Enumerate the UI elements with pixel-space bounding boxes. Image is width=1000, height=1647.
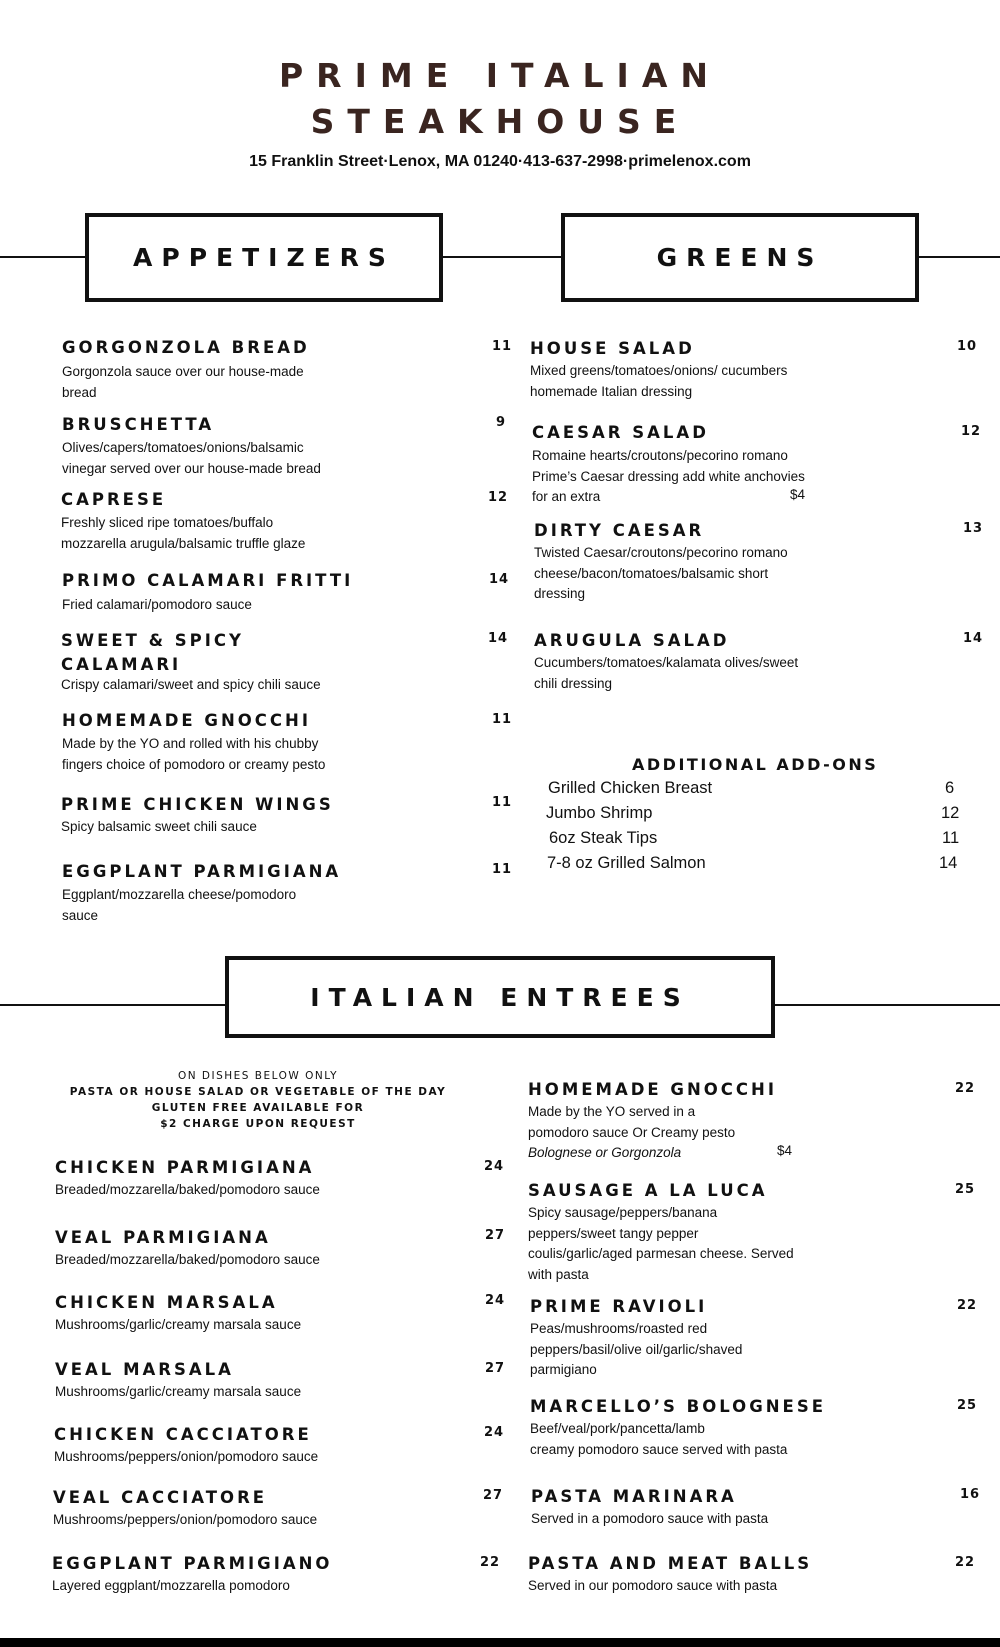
item-name: HOMEMADE GNOCCHI [62,711,311,730]
item-description: Made by the YO served in a pomodoro sauce Or Creamy pesto Bolognese or Gorgonzola [528,1102,735,1164]
item-price: 11 [492,339,513,354]
restaurant-address: 15 Franklin Street·Lenox, MA 01240·413-637-2998·primelenox.com [249,153,751,170]
item-name: CHICKEN CACCIATORE [54,1425,312,1444]
section-title: ITALIAN ENTREES [310,982,690,1012]
item-price: 25 [957,1398,978,1413]
item-description: Mushrooms/peppers/onion/pomodoro sauce [54,1449,319,1464]
item-price: 13 [963,521,984,536]
addon-name: 6oz Steak Tips [549,829,658,847]
item-name: SWEET & SPICY [61,631,244,650]
item-description: Served in our pomodoro sauce with pasta [528,1578,778,1593]
section-header-greens [561,213,919,302]
item-price: 16 [960,1487,981,1502]
bottom-border [0,1638,1000,1647]
addons-title: ADDITIONAL ADD-ONS [632,755,879,774]
item-description: Twisted Caesar/croutons/pecorino romano cheese/bacon/tomatoes/balsamic short dressing [534,545,788,601]
item-name: PRIME CHICKEN WINGS [61,795,334,814]
item-description: Mushrooms/garlic/creamy marsala sauce [55,1317,302,1332]
item-price: 11 [492,795,513,810]
item-price: 14 [963,631,984,646]
item-name: CHICKEN MARSALA [55,1293,278,1312]
item-name: CAESAR SALAD [532,423,709,442]
extra-price: $4 [790,487,806,502]
item-name: VEAL CACCIATORE [53,1488,268,1507]
item-name: ARUGULA SALAD [534,631,730,650]
item-name: PRIME RAVIOLI [530,1297,708,1316]
item-price: 25 [955,1182,976,1197]
item-price: 11 [492,712,513,727]
item-price: 27 [483,1488,504,1503]
addon-name: 7-8 oz Grilled Salmon [547,854,706,872]
item-price: 22 [480,1555,501,1570]
item-name: MARCELLO’S BOLOGNESE [530,1397,826,1416]
item-name: VEAL PARMIGIANA [55,1228,271,1247]
item-description: Romaine hearts/croutons/pecorino romano Prime’s Caesar dressing add white anchovies for an extra [532,448,805,504]
item-description: Mixed greens/tomatoes/onions/ cucumbers homemade Italian dressing [530,363,788,399]
item-description-italic: Bolognese or Gorgonzola [528,1145,682,1160]
item-price: 27 [485,1228,506,1243]
item-description: Breaded/mozzarella/baked/pomodoro sauce [55,1252,320,1267]
addon-price: 6 [945,779,955,797]
addon-name: Grilled Chicken Breast [548,779,713,797]
item-name: PASTA AND MEAT BALLS [528,1554,813,1573]
item-price: 27 [485,1361,506,1376]
item-price: 14 [488,631,509,646]
item-description: Breaded/mozzarella/baked/pomodoro sauce [55,1182,320,1197]
item-description: Beef/veal/pork/pancetta/lamb creamy pomodoro sauce served with pasta [530,1421,788,1457]
addon-price: 14 [939,854,958,872]
item-price: 22 [955,1555,976,1570]
item-description: Spicy balsamic sweet chili sauce [61,819,257,834]
entree-note-line4: $2 CHARGE UPON REQUEST [160,1118,356,1130]
entree-note-line3: GLUTEN FREE AVAILABLE FOR [151,1102,365,1114]
item-description: Served in a pomodoro sauce with pasta [531,1511,769,1526]
item-description: Peas/mushrooms/roasted red peppers/basil/olive oil/garlic/shaved parmigiano [530,1321,743,1377]
item-price: 9 [496,415,507,430]
addon-name: Jumbo Shrimp [546,804,653,822]
section-header-entrees [225,956,775,1038]
restaurant-name-line2: STEAKHOUSE [310,102,690,141]
item-description: Crispy calamari/sweet and spicy chili sauce [61,677,321,692]
item-name: DIRTY CAESAR [534,521,705,540]
item-description: Spicy sausage/peppers/banana peppers/sweet tangy pepper coulis/garlic/aged parmesan cheese. Served with pasta [528,1205,794,1282]
entree-note-line2: PASTA OR HOUSE SALAD OR VEGETABLE OF THE DAY [69,1086,447,1098]
section-title: GREENS [656,243,824,272]
item-name: CHICKEN PARMIGIANA [55,1158,315,1177]
item-price: 24 [485,1293,506,1308]
item-description: Mushrooms/peppers/onion/pomodoro sauce [53,1512,318,1527]
item-name: PRIMO CALAMARI FRITTI [62,571,354,590]
item-name: HOUSE SALAD [530,339,695,358]
item-name: HOMEMADE GNOCCHI [528,1080,777,1099]
entree-note-line1: ON DISHES BELOW ONLY [177,1070,339,1082]
item-description: Made by the YO and rolled with his chubby fingers choice of pomodoro or creamy pesto [62,736,326,772]
item-price: 10 [957,339,978,354]
item-price: 22 [957,1298,978,1313]
item-description: Freshly sliced ripe tomatoes/buffalo mozzarella arugula/balsamic truffle glaze [61,515,306,551]
item-name: EGGPLANT PARMIGIANA [62,862,342,881]
addon-price: 11 [942,829,960,847]
item-name: PASTA MARINARA [531,1487,737,1506]
item-description: Fried calamari/pomodoro sauce [62,597,252,612]
restaurant-name-line1: PRIME ITALIAN [279,56,721,95]
item-description: Olives/capers/tomatoes/onions/balsamic vinegar served over our house-made bread [62,440,321,476]
item-price: 14 [489,572,510,587]
item-description: Layered eggplant/mozzarella pomodoro [52,1578,290,1593]
item-name: CAPRESE [61,490,167,509]
item-price: 11 [492,862,513,877]
item-price: 24 [484,1425,505,1440]
item-description: Eggplant/mozzarella cheese/pomodoro sauce [62,887,297,923]
section-title: APPETIZERS [133,243,395,272]
item-name: BRUSCHETTA [62,415,215,434]
item-price: 12 [961,424,982,439]
extra-price: $4 [777,1143,793,1158]
item-price: 22 [955,1081,976,1096]
item-name: SAUSAGE A LA LUCA [528,1181,768,1200]
item-name: EGGPLANT PARMIGIANO [52,1554,333,1573]
item-description: Cucumbers/tomatoes/kalamata olives/sweet chili dressing [534,655,799,691]
item-description: Mushrooms/garlic/creamy marsala sauce [55,1384,302,1399]
item-price: 24 [484,1159,505,1174]
section-header-appetizers [85,213,443,302]
item-description: Gorgonzola sauce over our house-made bread [62,364,304,400]
item-name: GORGONZOLA BREAD [62,338,310,357]
addon-price: 12 [941,804,960,822]
item-price: 12 [488,490,509,505]
item-name-line2: CALAMARI [61,655,182,674]
item-name: VEAL MARSALA [55,1360,234,1379]
